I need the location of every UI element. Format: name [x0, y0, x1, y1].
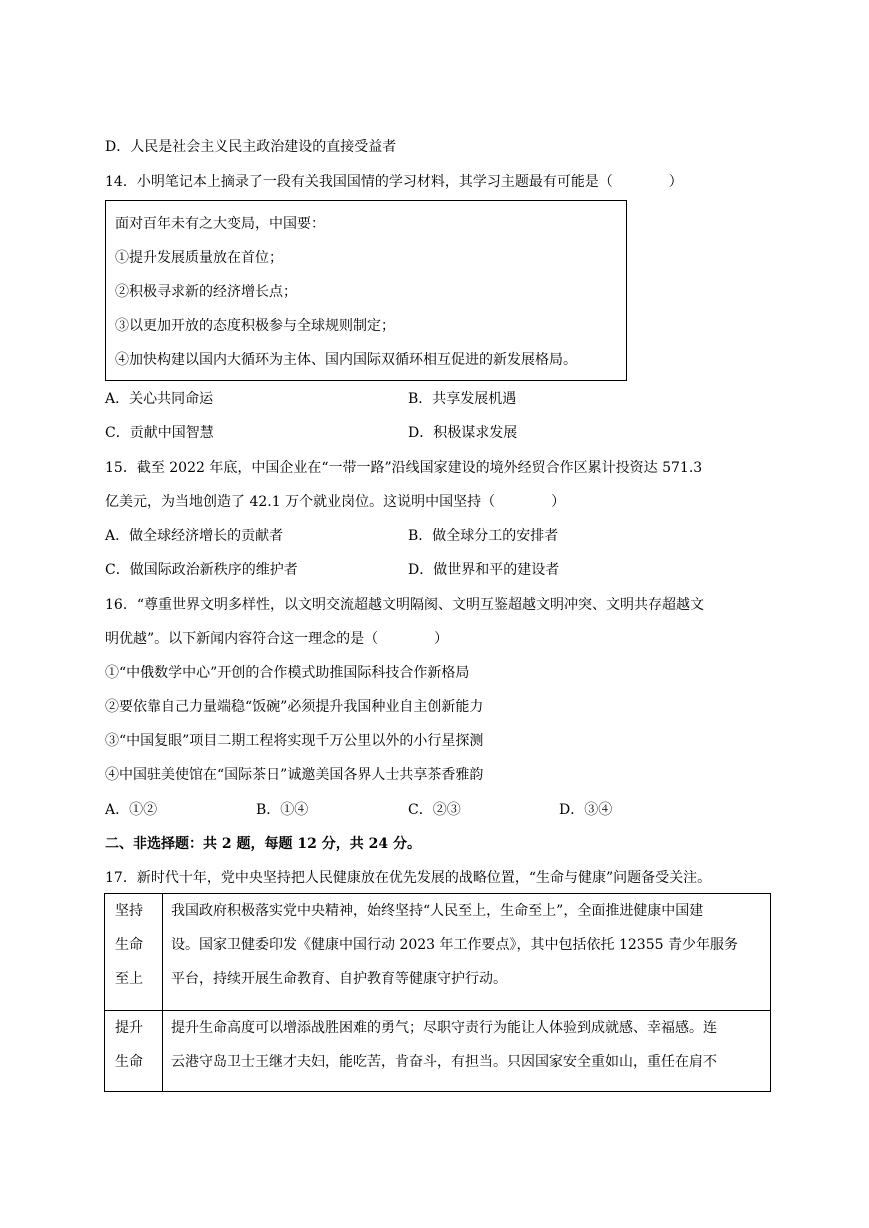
row-content-line: 平台，持续开展生命教育、自护教育等健康守护行动。	[171, 971, 507, 987]
row-label-line: 提升	[115, 1020, 143, 1036]
row-label-line: 生命	[115, 1054, 143, 1070]
q14-option-b: B．共享发展机遇	[408, 391, 517, 407]
table-row	[105, 1011, 771, 1092]
row-content-cell	[163, 894, 771, 1011]
q14-option-a: A．关心共同命运	[105, 391, 214, 407]
q15-stem-line-1: 15．截至 2022 年底，中国企业在“一带一路”沿线国家建设的境外经贸合作区累计投资达 571.3	[105, 460, 703, 476]
q17-material-table	[104, 893, 771, 1092]
q14-box-line-4: ③以更加开放的态度积极参与全球规则制定；	[115, 318, 395, 334]
row-content-line: 我国政府积极落实党中央精神，始终坚持“人民至上，生命至上”，全面推进健康中国建	[171, 903, 704, 919]
q15-option-d: D．做世界和平的建设者	[408, 562, 560, 578]
section-heading: 二、非选择题：共 2 题，每题 12 分，共 24 分。	[105, 836, 421, 852]
q16-option-a: A．①②	[105, 802, 158, 818]
q16-option-c: C．②③	[408, 802, 461, 818]
q14-box-line-1: 面对百年未有之大变局，中国要：	[115, 216, 325, 232]
q14-option-c: C．贡献中国智慧	[105, 425, 214, 441]
q16-item-1: ①“中俄数学中心”开创的合作模式助推国际科技合作新格局	[105, 665, 470, 681]
q14-option-d: D．积极谋求发展	[408, 425, 518, 441]
q15-option-a: A．做全球经济增长的贡献者	[105, 528, 284, 544]
q13-option-d: D．人民是社会主义民主政治建设的直接受益者	[105, 139, 397, 155]
q16-stem-line-1: 16．“尊重世界文明多样性，以文明交流超越文明隔阂、文明互鉴超越文明冲突、文明共存超越文	[105, 597, 704, 613]
row-content-line: 提升生命高度可以增添战胜困难的勇气；尽职守责行为能让人体验到成就感、幸福感。连	[171, 1020, 717, 1036]
row-label-cell	[105, 1011, 163, 1092]
row-label-line: 生命	[115, 937, 143, 953]
row-label-line: 至上	[115, 971, 143, 987]
q16-option-b: B．①④	[256, 802, 309, 818]
q14-box-line-3: ②积极寻求新的经济增长点；	[115, 284, 297, 300]
q16-item-2: ②要依靠自己力量端稳“饭碗”必须提升我国种业自主创新能力	[105, 699, 484, 715]
q16-option-d: D．③④	[559, 802, 613, 818]
q14-box-line-2: ①提升发展质量放在首位；	[115, 250, 283, 266]
table-row	[105, 894, 771, 1011]
q16-item-3: ③“中国复眼”项目二期工程将实现千万公里以外的小行星探测	[105, 733, 484, 749]
row-content-cell	[163, 1011, 771, 1092]
q16-stem-line-2: 明优越”。以下新闻内容符合这一理念的是（ ）	[105, 631, 449, 647]
row-label-line: 坚持	[115, 903, 143, 919]
q15-option-b: B．做全球分工的安排者	[408, 528, 559, 544]
q15-option-c: C．做国际政治新秩序的维护者	[105, 562, 298, 578]
q17-stem: 17．新时代十年，党中央坚持把人民健康放在优先发展的战略位置，“生命与健康”问题备受关注。	[105, 870, 712, 886]
row-label-cell	[105, 894, 163, 1011]
q16-item-4: ④中国驻美使馆在“国际茶日”诚邀美国各界人士共享茶香雅韵	[105, 767, 484, 783]
q15-stem-line-2: 亿美元，为当地创造了 42.1 万个就业岗位。这说明中国坚持（ ）	[105, 494, 566, 510]
row-content-line: 云港守岛卫士王继才夫妇，能吃苦，肯奋斗，有担当。只因国家安全重如山，重任在肩不	[171, 1054, 717, 1070]
row-content-line: 设。国家卫健委印发《健康中国行动 2023 年工作要点》，其中包括依托 12355 青少年服务	[171, 937, 738, 953]
q14-stem: 14．小明笔记本上摘录了一段有关我国国情的学习材料，其学习主题最有可能是（ ）	[105, 174, 683, 190]
q14-material-box	[105, 200, 627, 381]
q14-box-line-5: ④加快构建以国内大循环为主体、国内国际双循环相互促进的新发展格局。	[115, 352, 577, 368]
